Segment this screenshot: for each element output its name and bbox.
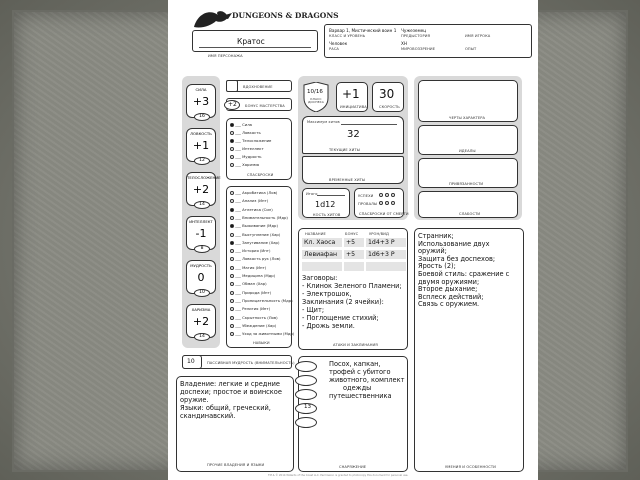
skill-label: Выступление (Хар) xyxy=(242,231,281,237)
character-sheet xyxy=(168,0,538,480)
saving-throw: ___ Сила xyxy=(230,122,252,127)
inspiration-label: ВДОХНОВЕНИЕ xyxy=(243,85,273,89)
attr-charisma: ХАРИЗМА +2 14 xyxy=(186,304,216,338)
character-name-label: ИМЯ ПЕРСОНАЖА xyxy=(208,54,243,58)
field-alignment-label: МИРОВОЗЗРЕНИЕ xyxy=(401,47,436,51)
flaws-box xyxy=(418,191,518,218)
feature-line: Ярость (2); xyxy=(418,262,456,271)
traits-label: ЧЕРТЫ ХАРАКТЕРА xyxy=(449,116,486,120)
field-class-label: КЛАСС И УРОВЕНЬ xyxy=(329,34,366,38)
skill-proficiency-dot[interactable] xyxy=(230,249,234,253)
attacks-box xyxy=(298,228,408,350)
field-background-value: Чужеземец xyxy=(401,28,427,33)
skill-row: ___ Медицина (Мдр) xyxy=(230,273,275,278)
successes-label: УСПЕХИ xyxy=(358,194,374,198)
feature-line: Использование двух xyxy=(418,239,490,248)
field-race-value: Человек xyxy=(329,41,348,46)
proficiencies-line: Языки: общий, греческий, xyxy=(180,404,271,412)
field-alignment-value: ХН xyxy=(401,41,408,46)
attacks-title: АТАКИ И ЗАКЛИНАНИЯ xyxy=(333,343,378,347)
feature-line: двумя оружиями; xyxy=(418,277,480,286)
death-save-success[interactable] xyxy=(379,193,383,197)
skill-row: ___ Магия (Инт) xyxy=(230,265,266,270)
name-banner xyxy=(192,30,318,52)
proficiencies-box xyxy=(176,376,294,472)
armor-class xyxy=(302,82,330,112)
character-name: Кратос xyxy=(237,37,265,46)
logo-text: DUNGEONS & DRAGONS xyxy=(232,11,339,20)
skill-proficiency-dot[interactable] xyxy=(230,233,234,237)
equipment-box xyxy=(298,356,408,472)
passive-perception xyxy=(182,355,295,369)
coin-ep xyxy=(295,389,317,400)
skill-proficiency-dot[interactable] xyxy=(230,316,234,320)
skill-row: ___ Выживание (Мдр) xyxy=(230,223,278,228)
skill-label: Атлетика (Сил) xyxy=(242,206,273,212)
attack-damage xyxy=(366,262,406,271)
death-save-failure[interactable] xyxy=(385,201,389,205)
features-box xyxy=(414,228,524,472)
proficiencies-line: Владение: легкие и средние xyxy=(180,380,280,388)
initiative-box xyxy=(336,82,368,112)
attack-bonus: +5 xyxy=(344,238,364,247)
attack-bonus: +5 xyxy=(344,250,364,259)
equipment-line: трофей с убитого xyxy=(329,368,391,376)
skill-proficiency-dot[interactable] xyxy=(230,257,234,261)
ac-value: 10/16 xyxy=(307,89,323,95)
field-background-label: ПРЕДЫСТОРИЯ xyxy=(401,34,431,38)
proficiency-box xyxy=(226,98,292,111)
skill-row: ___ Проницательность (Мдр) xyxy=(230,298,293,303)
skill-label: Медицина (Мдр) xyxy=(242,273,276,278)
feature-line: Защита без доспехов; xyxy=(418,254,496,263)
equipment-line: животного, комплект xyxy=(329,376,405,384)
attack-note: - Клинок Зеленого Пламени; xyxy=(302,282,402,290)
skill-label: Обман (Хар) xyxy=(242,281,267,287)
attack-name xyxy=(302,262,342,271)
skill-label: Убеждение (Хар) xyxy=(242,322,277,328)
skill-row: ___ Акробатика (Лов) xyxy=(230,190,277,195)
proficiencies-line: оружие. xyxy=(180,396,209,404)
skill-row: ___ Обман (Хар) xyxy=(230,281,267,286)
skill-label: Акробатика (Лов) xyxy=(242,190,278,195)
inspiration-box[interactable] xyxy=(226,80,292,92)
skill-proficiency-dot[interactable] xyxy=(230,332,234,336)
dnd-logo xyxy=(188,5,339,31)
skill-proficiency-dot[interactable] xyxy=(230,199,234,203)
skill-proficiency-dot[interactable] xyxy=(230,274,234,278)
field-race-label: РАСА xyxy=(329,47,339,51)
skill-label: Уход за животными (Мдр) xyxy=(242,331,295,337)
attacks-header-bonus: БОНУС xyxy=(345,232,359,236)
skill-row: ___ Выступление (Хар) xyxy=(230,232,280,237)
death-save-success[interactable] xyxy=(391,193,395,197)
proficiencies-title: ПРОЧИЕ ВЛАДЕНИЯ И ЯЗЫКИ xyxy=(207,463,265,467)
ac-label: КЛАСС ДОСПЕХА xyxy=(308,97,324,105)
attr-intelligence: ИНТЕЛЛЕКТ -1 8 xyxy=(186,216,216,250)
attacks-header-damage: УРОН/ВИД xyxy=(369,232,389,236)
skill-row: ___ Природа (Инт) xyxy=(230,290,271,295)
skill-label: Ловкость рук (Лов) xyxy=(242,256,281,262)
attack-note: - Щит; xyxy=(302,306,325,314)
skill-row: ___ Запугивание (Хар) xyxy=(230,240,279,245)
skill-label: Магия (Инт) xyxy=(242,264,267,270)
attack-damage: 1d4+3 Р xyxy=(366,238,406,247)
attack-damage: 1d6+3 Р xyxy=(366,250,406,259)
attack-name: Кл. Хаоса xyxy=(302,238,342,247)
proficiencies-line: скандинавский. xyxy=(180,412,236,420)
death-save-failure[interactable] xyxy=(391,201,395,205)
ideals-label: ИДЕАЛЫ xyxy=(459,149,476,153)
saving-throw: ___ Интеллект xyxy=(230,146,264,151)
skill-proficiency-dot[interactable] xyxy=(230,266,234,270)
skill-row: ___ Скрытность (Лов) xyxy=(230,315,278,320)
skill-row: ___ Ловкость рук (Лов) xyxy=(230,256,280,261)
hp-temp-box xyxy=(302,156,404,184)
proficiency-value: +2 xyxy=(228,101,237,108)
skill-proficiency-dot[interactable] xyxy=(230,291,234,295)
equipment-line: Посох, капкан, xyxy=(329,360,381,368)
skills-box xyxy=(226,186,295,348)
death-saves-label: СПАСБРОСКИ ОТ СМЕРТИ xyxy=(359,212,409,216)
attack-note: - Дрожь земли. xyxy=(302,322,355,330)
skill-label: Выживание (Мдр) xyxy=(242,223,278,229)
saving-throw: ___ Телосложение xyxy=(230,138,271,143)
saving-throw: ___ Мудрость xyxy=(230,154,262,159)
initiative-value: +1 xyxy=(342,87,360,101)
field-xp-label: ОПЫТ xyxy=(465,47,477,51)
skill-row: ___ Убеждение (Хар) xyxy=(230,323,276,328)
hp-max-label: Максимум хитов xyxy=(307,120,340,124)
coin-cp xyxy=(295,361,317,372)
skill-proficiency-dot[interactable] xyxy=(230,282,234,286)
skill-proficiency-dot[interactable] xyxy=(230,307,234,311)
passive-value: 10 xyxy=(187,358,195,365)
death-saves-box xyxy=(354,188,409,218)
saving-throw: ___ Харизма xyxy=(230,162,259,167)
skill-label: Проницательность (Мдр) xyxy=(242,297,293,303)
saving-throw: ___ Ловкость xyxy=(230,130,261,135)
attack-note: - Поглощение стихий; xyxy=(302,314,379,322)
bonds-label: ПРИВЯЗАННОСТИ xyxy=(449,182,484,186)
attr-constitution: ТЕЛОСЛОЖЕНИЕ +2 14 xyxy=(186,172,216,206)
feature-line: Связь с оружием. xyxy=(418,300,480,309)
skill-proficiency-dot[interactable] xyxy=(230,299,234,303)
skill-proficiency-dot[interactable] xyxy=(230,241,234,245)
flaws-label: СЛАБОСТИ xyxy=(459,212,481,216)
skill-label: Природа (Инт) xyxy=(242,289,272,295)
skill-row: ___ История (Инт) xyxy=(230,248,270,253)
header-fields xyxy=(324,24,532,58)
skills-title: НАВЫКИ xyxy=(253,341,270,345)
feature-line: Странник; xyxy=(418,232,454,240)
coin-gp-value: 13 xyxy=(304,404,311,410)
hp-temp-label: ВРЕМЕННЫЕ ХИТЫ xyxy=(329,178,366,182)
equipment-line: путешественника xyxy=(329,392,392,400)
skill-row: ___ Анализ (Инт) xyxy=(230,198,268,203)
attr-dexterity: ЛОВКОСТЬ +1 12 xyxy=(186,128,216,162)
footer-text: TM & © 2014 Wizards of the Coast LLC. Permission is granted to photocopy this document for personal use. xyxy=(268,474,409,477)
skill-label: Религия (Инт) xyxy=(242,306,271,312)
feature-line: оружий; xyxy=(418,247,447,256)
skill-label: Скрытность (Лов) xyxy=(242,314,278,320)
skill-label: История (Инт) xyxy=(242,248,271,254)
proficiencies-line: доспехи; простое и воинское xyxy=(180,388,282,396)
speed-value: 30 xyxy=(379,87,395,101)
attack-name: Левиафан xyxy=(302,250,342,259)
field-class-value: Варвар 1, Мистический воин 1 xyxy=(329,28,397,33)
hp-max-value: 32 xyxy=(347,129,360,140)
skill-row: ___ Уход за животными (Мдр) xyxy=(230,331,294,336)
death-save-failure[interactable] xyxy=(379,201,383,205)
hit-dice-value: 1d12 xyxy=(315,200,336,209)
skill-row: ___ Внимательность (Мдр) xyxy=(230,215,288,220)
attack-note: Заговоры: xyxy=(302,274,338,282)
skill-label: Внимательность (Мдр) xyxy=(242,214,288,220)
coin-sp xyxy=(295,375,317,386)
skill-row: ___ Религия (Инт) xyxy=(230,306,270,311)
attack-bonus xyxy=(344,262,364,271)
ideals-box xyxy=(418,125,518,155)
passive-label: ПАССИВНАЯ МУДРОСТЬ (ВНИМАТЕЛЬНОСТЬ) xyxy=(207,361,295,365)
skill-proficiency-dot[interactable] xyxy=(230,191,234,195)
death-save-success[interactable] xyxy=(385,193,389,197)
saving-throws-box xyxy=(226,118,292,180)
attr-wisdom: МУДРОСТЬ 0 10 xyxy=(186,260,216,294)
speed-box xyxy=(372,82,404,112)
attr-strength: СИЛА +3 16 xyxy=(186,84,216,118)
hit-dice-label: КОСТЬ ХИТОВ xyxy=(313,213,341,217)
saving-throws-title: СПАСБРОСКИ xyxy=(247,173,274,177)
skill-proficiency-dot[interactable] xyxy=(230,216,234,220)
speed-label: СКОРОСТЬ xyxy=(379,105,400,109)
coin-pp xyxy=(295,417,317,428)
feature-line: Всплеск действий; xyxy=(418,292,484,301)
skill-row: ___ Атлетика (Сил) xyxy=(230,207,273,212)
traits-box xyxy=(418,80,518,122)
equipment-line: одежды xyxy=(343,384,372,392)
skill-label: Анализ (Инт) xyxy=(242,198,269,204)
features-title: УМЕНИЯ И ОСОБЕННОСТИ xyxy=(445,465,496,469)
hit-dice-box xyxy=(302,188,350,218)
hp-current-box xyxy=(302,116,404,154)
attack-note: Заклинания (2 ячейки): xyxy=(302,298,384,306)
skill-label: Запугивание (Хар) xyxy=(242,239,280,245)
skill-proficiency-dot[interactable] xyxy=(230,224,234,228)
hp-current-label: ТЕКУЩИЕ ХИТЫ xyxy=(329,148,360,152)
attacks-header-name: НАЗВАНИЕ xyxy=(305,232,326,236)
feature-line: Второе дыхание; xyxy=(418,285,478,294)
equipment-title: СНАРЯЖЕНИЕ xyxy=(339,465,367,469)
initiative-label: ИНИЦИАТИВА xyxy=(340,105,367,109)
bonds-box xyxy=(418,158,518,188)
skill-proficiency-dot[interactable] xyxy=(230,208,234,212)
attack-note: - Электрошок, xyxy=(302,290,352,298)
failures-label: ПРОВАЛЫ xyxy=(358,202,378,206)
feature-line: Боевой стиль: сражение с xyxy=(418,270,510,278)
proficiency-label: БОНУС МАСТЕРСТВА xyxy=(245,103,285,108)
hit-dice-total-label: Итого xyxy=(306,192,318,196)
field-player-label: ИМЯ ИГРОКА xyxy=(465,34,491,38)
skill-proficiency-dot[interactable] xyxy=(230,324,234,328)
